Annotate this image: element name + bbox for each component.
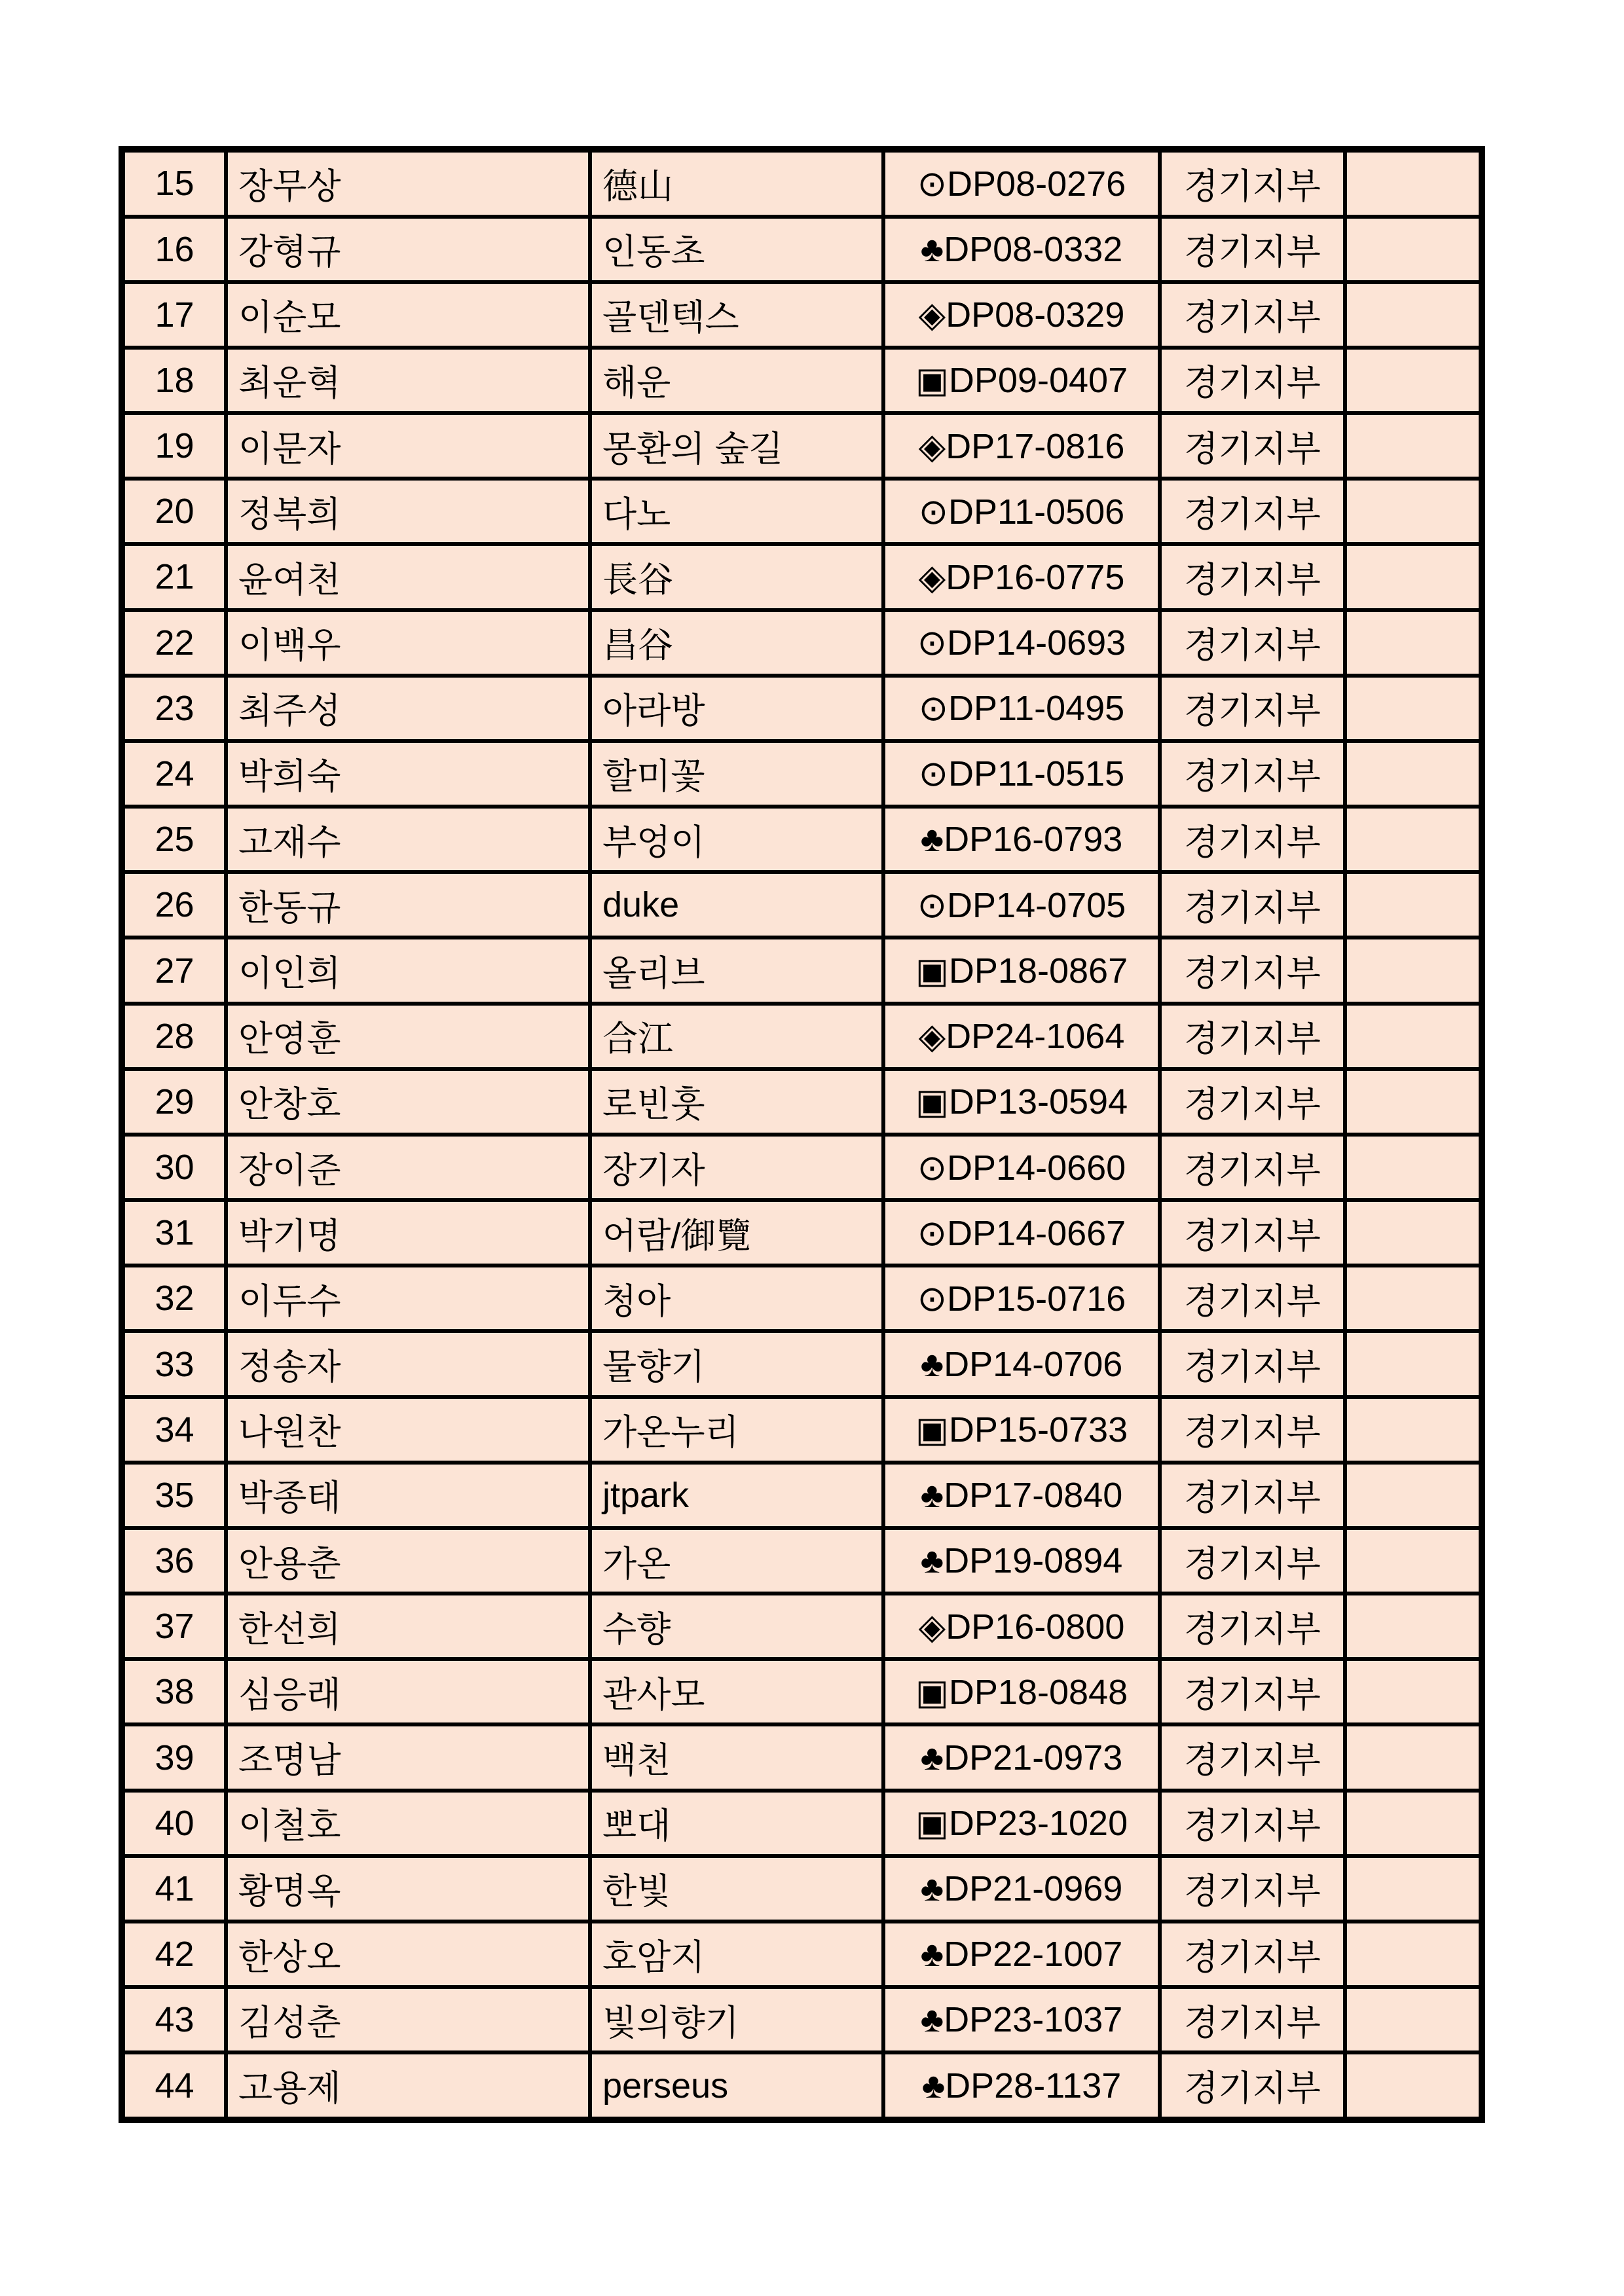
member-name-cell: 이백우 xyxy=(226,610,590,676)
branch-cell: 경기지부 xyxy=(1160,282,1345,348)
branch-cell: 경기지부 xyxy=(1160,741,1345,807)
member-code-cell xyxy=(883,872,1160,938)
member-code-cell xyxy=(883,1463,1160,1528)
grade-symbol-icon: ♣ xyxy=(920,2000,944,2040)
pen-name-cell: perseus xyxy=(590,2052,883,2120)
member-code: DP16-0800 xyxy=(946,1607,1125,1647)
member-code: DP08-0329 xyxy=(946,295,1125,335)
empty-cell xyxy=(1345,149,1482,217)
empty-cell xyxy=(1345,610,1482,676)
branch-cell: 경기지부 xyxy=(1160,1135,1345,1200)
member-code-cell xyxy=(883,1594,1160,1659)
empty-cell xyxy=(1345,1397,1482,1463)
member-name-cell: 이철호 xyxy=(226,1791,590,1856)
member-name-cell: 안용춘 xyxy=(226,1528,590,1594)
pen-name-cell: 백천 xyxy=(590,1724,883,1790)
branch-cell: 경기지부 xyxy=(1160,938,1345,1003)
pen-name-cell: 빛의향기 xyxy=(590,1987,883,2052)
branch-cell: 경기지부 xyxy=(1160,1004,1345,1069)
member-code: DP08-0332 xyxy=(944,229,1123,269)
row-number-cell: 28 xyxy=(122,1004,226,1069)
branch-cell: 경기지부 xyxy=(1160,1856,1345,1922)
member-code: DP28-1137 xyxy=(945,2066,1122,2105)
empty-cell xyxy=(1345,413,1482,479)
pen-name-cell: 가온누리 xyxy=(590,1397,883,1463)
member-code: DP21-0969 xyxy=(944,1868,1123,1908)
member-code-cell xyxy=(883,1791,1160,1856)
row-number-cell: 39 xyxy=(122,1724,226,1790)
row-number-cell: 23 xyxy=(122,676,226,741)
member-code: DP14-0706 xyxy=(944,1344,1123,1384)
member-code: DP18-0848 xyxy=(948,1672,1128,1712)
branch-cell: 경기지부 xyxy=(1160,1594,1345,1659)
member-code-cell xyxy=(883,1266,1160,1331)
table-row xyxy=(122,1791,1482,1856)
empty-cell xyxy=(1345,1724,1482,1790)
member-code: DP24-1064 xyxy=(946,1017,1125,1057)
row-number-cell: 22 xyxy=(122,610,226,676)
empty-cell xyxy=(1345,2052,1482,2120)
grade-symbol-icon: ⊙ xyxy=(918,689,949,729)
pen-name-cell: 한빛 xyxy=(590,1856,883,1922)
pen-name-cell: 長谷 xyxy=(590,544,883,610)
pen-name-cell: duke xyxy=(590,872,883,938)
table-row xyxy=(122,1135,1482,1200)
pen-name-cell: 할미꽃 xyxy=(590,741,883,807)
member-code-cell xyxy=(883,1200,1160,1266)
empty-cell xyxy=(1345,1659,1482,1724)
member-roster-table xyxy=(119,146,1485,2123)
row-number-cell: 40 xyxy=(122,1791,226,1856)
member-code-cell xyxy=(883,2052,1160,2120)
empty-cell xyxy=(1345,807,1482,872)
row-number-cell: 18 xyxy=(122,348,226,413)
pen-name-cell: 호암지 xyxy=(590,1922,883,1987)
row-number-cell: 21 xyxy=(122,544,226,610)
member-code: DP16-0793 xyxy=(944,820,1123,860)
pen-name-cell: 청아 xyxy=(590,1266,883,1331)
row-number-cell: 17 xyxy=(122,282,226,348)
member-code: DP14-0705 xyxy=(947,885,1126,925)
member-name-cell: 최주성 xyxy=(226,676,590,741)
row-number-cell: 32 xyxy=(122,1266,226,1331)
member-name-cell: 한선희 xyxy=(226,1594,590,1659)
row-number-cell: 37 xyxy=(122,1594,226,1659)
table-row xyxy=(122,872,1482,938)
member-code-cell xyxy=(883,479,1160,544)
branch-cell: 경기지부 xyxy=(1160,872,1345,938)
branch-cell: 경기지부 xyxy=(1160,1922,1345,1987)
member-code: DP14-0693 xyxy=(947,623,1126,663)
empty-cell xyxy=(1345,479,1482,544)
grade-symbol-icon: ♣ xyxy=(920,1738,944,1777)
member-code-cell xyxy=(883,938,1160,1003)
table-row xyxy=(122,1331,1482,1396)
empty-cell xyxy=(1345,1004,1482,1069)
pen-name-cell: 가온 xyxy=(590,1528,883,1594)
member-name-cell: 조명남 xyxy=(226,1724,590,1790)
table-row xyxy=(122,479,1482,544)
branch-cell: 경기지부 xyxy=(1160,1331,1345,1396)
pen-name-cell: 올리브 xyxy=(590,938,883,1003)
member-code: DP13-0594 xyxy=(948,1082,1128,1122)
grade-symbol-icon: ⊙ xyxy=(917,1279,948,1319)
row-number-cell: 30 xyxy=(122,1135,226,1200)
empty-cell xyxy=(1345,938,1482,1003)
pen-name-cell: 수향 xyxy=(590,1594,883,1659)
table-row xyxy=(122,1200,1482,1266)
member-name-cell: 정송자 xyxy=(226,1331,590,1396)
row-number-cell: 38 xyxy=(122,1659,226,1724)
pen-name-cell: 어람/御覽 xyxy=(590,1200,883,1266)
member-code: DP14-0660 xyxy=(947,1148,1126,1188)
branch-cell: 경기지부 xyxy=(1160,544,1345,610)
empty-cell xyxy=(1345,872,1482,938)
member-code-cell xyxy=(883,1135,1160,1200)
member-code: DP19-0894 xyxy=(944,1541,1123,1581)
empty-cell xyxy=(1345,1922,1482,1987)
member-name-cell: 최운혁 xyxy=(226,348,590,413)
grade-symbol-icon: ♣ xyxy=(920,1344,944,1384)
member-code-cell xyxy=(883,1528,1160,1594)
grade-symbol-icon: ♣ xyxy=(921,2066,946,2105)
table-row xyxy=(122,544,1482,610)
empty-cell xyxy=(1345,1069,1482,1135)
table-row xyxy=(122,610,1482,676)
branch-cell: 경기지부 xyxy=(1160,1463,1345,1528)
row-number-cell: 42 xyxy=(122,1922,226,1987)
grade-symbol-icon: ⊙ xyxy=(918,492,949,532)
row-number-cell: 25 xyxy=(122,807,226,872)
grade-symbol-icon: ♣ xyxy=(920,229,944,269)
table-row xyxy=(122,1528,1482,1594)
table-row xyxy=(122,2052,1482,2120)
member-name-cell: 고재수 xyxy=(226,807,590,872)
member-name-cell: 나원찬 xyxy=(226,1397,590,1463)
member-name-cell: 정복희 xyxy=(226,479,590,544)
member-code-cell xyxy=(883,1397,1160,1463)
member-code-cell xyxy=(883,1987,1160,2052)
member-code-cell xyxy=(883,282,1160,348)
table-row xyxy=(122,1397,1482,1463)
row-number-cell: 44 xyxy=(122,2052,226,2120)
pen-name-cell: 장기자 xyxy=(590,1135,883,1200)
member-name-cell: 이순모 xyxy=(226,282,590,348)
row-number-cell: 27 xyxy=(122,938,226,1003)
pen-name-cell: 골덴텍스 xyxy=(590,282,883,348)
member-code-cell xyxy=(883,149,1160,217)
branch-cell: 경기지부 xyxy=(1160,1266,1345,1331)
table-row xyxy=(122,1266,1482,1331)
empty-cell xyxy=(1345,676,1482,741)
member-code: DP09-0407 xyxy=(948,361,1128,401)
row-number-cell: 43 xyxy=(122,1987,226,2052)
empty-cell xyxy=(1345,1987,1482,2052)
grade-symbol-icon: ▣ xyxy=(915,1410,949,1450)
branch-cell: 경기지부 xyxy=(1160,1528,1345,1594)
row-number-cell: 26 xyxy=(122,872,226,938)
grade-symbol-icon: ♣ xyxy=(920,1475,944,1515)
empty-cell xyxy=(1345,1856,1482,1922)
member-name-cell: 장이준 xyxy=(226,1135,590,1200)
member-code-cell xyxy=(883,1069,1160,1135)
table-row xyxy=(122,1987,1482,2052)
member-name-cell: 박희숙 xyxy=(226,741,590,807)
member-name-cell: 안영훈 xyxy=(226,1004,590,1069)
table-row xyxy=(122,741,1482,807)
member-code: DP16-0775 xyxy=(946,557,1125,597)
member-code: DP08-0276 xyxy=(947,164,1126,204)
member-code-cell xyxy=(883,544,1160,610)
member-name-cell: 한동규 xyxy=(226,872,590,938)
member-code-cell xyxy=(883,610,1160,676)
member-name-cell: 안창호 xyxy=(226,1069,590,1135)
member-code: DP17-0840 xyxy=(944,1475,1123,1515)
row-number-cell: 20 xyxy=(122,479,226,544)
empty-cell xyxy=(1345,348,1482,413)
grade-symbol-icon: ◈ xyxy=(918,1607,946,1647)
pen-name-cell: 인동초 xyxy=(590,217,883,282)
pen-name-cell: 물향기 xyxy=(590,1331,883,1396)
member-code-cell xyxy=(883,348,1160,413)
member-code: DP11-0515 xyxy=(948,754,1125,794)
member-code-cell xyxy=(883,1004,1160,1069)
table-row xyxy=(122,149,1482,217)
member-code-cell xyxy=(883,413,1160,479)
grade-symbol-icon: ⊙ xyxy=(917,164,948,204)
empty-cell xyxy=(1345,544,1482,610)
table-row xyxy=(122,1724,1482,1790)
grade-symbol-icon: ▣ xyxy=(915,951,949,991)
grade-symbol-icon: ▣ xyxy=(915,1804,949,1844)
member-code: DP15-0716 xyxy=(947,1279,1126,1319)
table-row xyxy=(122,1004,1482,1069)
empty-cell xyxy=(1345,1266,1482,1331)
branch-cell: 경기지부 xyxy=(1160,149,1345,217)
grade-symbol-icon: ⊙ xyxy=(917,885,948,925)
member-name-cell: 이두수 xyxy=(226,1266,590,1331)
member-code: DP15-0733 xyxy=(948,1410,1128,1450)
pen-name-cell: 뽀대 xyxy=(590,1791,883,1856)
grade-symbol-icon: ⊙ xyxy=(917,623,948,663)
member-name-cell: 장무상 xyxy=(226,149,590,217)
pen-name-cell: 로빈훗 xyxy=(590,1069,883,1135)
table-row xyxy=(122,807,1482,872)
empty-cell xyxy=(1345,1200,1482,1266)
branch-cell: 경기지부 xyxy=(1160,348,1345,413)
row-number-cell: 15 xyxy=(122,149,226,217)
table-row xyxy=(122,1856,1482,1922)
row-number-cell: 41 xyxy=(122,1856,226,1922)
grade-symbol-icon: ◈ xyxy=(918,426,946,466)
member-name-cell: 김성춘 xyxy=(226,1987,590,2052)
grade-symbol-icon: ♣ xyxy=(920,1541,944,1581)
member-code: DP14-0667 xyxy=(947,1213,1126,1253)
branch-cell: 경기지부 xyxy=(1160,479,1345,544)
pen-name-cell: 德山 xyxy=(590,149,883,217)
branch-cell: 경기지부 xyxy=(1160,1200,1345,1266)
grade-symbol-icon: ♣ xyxy=(920,1868,944,1908)
branch-cell: 경기지부 xyxy=(1160,413,1345,479)
member-code: DP11-0495 xyxy=(948,689,1125,729)
branch-cell: 경기지부 xyxy=(1160,807,1345,872)
pen-name-cell: 몽환의 숲길 xyxy=(590,413,883,479)
branch-cell: 경기지부 xyxy=(1160,217,1345,282)
member-code-cell xyxy=(883,676,1160,741)
member-name-cell: 한상오 xyxy=(226,1922,590,1987)
pen-name-cell: 다노 xyxy=(590,479,883,544)
grade-symbol-icon: ♣ xyxy=(920,1935,944,1975)
row-number-cell: 24 xyxy=(122,741,226,807)
grade-symbol-icon: ♣ xyxy=(920,820,944,860)
empty-cell xyxy=(1345,217,1482,282)
member-code: DP18-0867 xyxy=(948,951,1128,991)
grade-symbol-icon: ⊙ xyxy=(917,1148,948,1188)
empty-cell xyxy=(1345,1594,1482,1659)
member-code-cell xyxy=(883,1856,1160,1922)
pen-name-cell: 해운 xyxy=(590,348,883,413)
member-name-cell: 박종태 xyxy=(226,1463,590,1528)
table-row xyxy=(122,1069,1482,1135)
row-number-cell: 35 xyxy=(122,1463,226,1528)
table-row xyxy=(122,1594,1482,1659)
empty-cell xyxy=(1345,1528,1482,1594)
member-code: DP21-0973 xyxy=(944,1738,1123,1777)
grade-symbol-icon: ▣ xyxy=(915,1082,949,1122)
member-code-cell xyxy=(883,1331,1160,1396)
grade-symbol-icon: ⊙ xyxy=(917,1213,948,1253)
pen-name-cell: 昌谷 xyxy=(590,610,883,676)
branch-cell: 경기지부 xyxy=(1160,1069,1345,1135)
table-row xyxy=(122,1659,1482,1724)
member-code-cell xyxy=(883,741,1160,807)
grade-symbol-icon: ⊙ xyxy=(918,754,949,794)
branch-cell: 경기지부 xyxy=(1160,676,1345,741)
member-name-cell: 윤여천 xyxy=(226,544,590,610)
table-row xyxy=(122,1922,1482,1987)
member-name-cell: 고용제 xyxy=(226,2052,590,2120)
member-code: DP17-0816 xyxy=(946,426,1125,466)
pen-name-cell: 合江 xyxy=(590,1004,883,1069)
roster-body xyxy=(122,149,1482,2120)
empty-cell xyxy=(1345,282,1482,348)
member-code: DP23-1037 xyxy=(944,2000,1123,2040)
branch-cell: 경기지부 xyxy=(1160,1659,1345,1724)
member-code-cell xyxy=(883,807,1160,872)
empty-cell xyxy=(1345,741,1482,807)
pen-name-cell: 아라방 xyxy=(590,676,883,741)
member-code-cell xyxy=(883,217,1160,282)
row-number-cell: 36 xyxy=(122,1528,226,1594)
row-number-cell: 34 xyxy=(122,1397,226,1463)
row-number-cell: 29 xyxy=(122,1069,226,1135)
empty-cell xyxy=(1345,1331,1482,1396)
member-code: DP22-1007 xyxy=(944,1935,1123,1975)
grade-symbol-icon: ▣ xyxy=(915,1672,949,1712)
grade-symbol-icon: ▣ xyxy=(915,361,949,401)
table-row xyxy=(122,282,1482,348)
branch-cell: 경기지부 xyxy=(1160,2052,1345,2120)
member-name-cell: 강형규 xyxy=(226,217,590,282)
table-row xyxy=(122,1463,1482,1528)
table-row xyxy=(122,348,1482,413)
member-code: DP11-0506 xyxy=(948,492,1125,532)
member-code-cell xyxy=(883,1659,1160,1724)
empty-cell xyxy=(1345,1463,1482,1528)
table-row xyxy=(122,676,1482,741)
table-row xyxy=(122,413,1482,479)
member-name-cell: 이인희 xyxy=(226,938,590,1003)
grade-symbol-icon: ◈ xyxy=(918,1017,946,1057)
member-name-cell: 황명옥 xyxy=(226,1856,590,1922)
branch-cell: 경기지부 xyxy=(1160,1724,1345,1790)
pen-name-cell: jtpark xyxy=(590,1463,883,1528)
branch-cell: 경기지부 xyxy=(1160,1397,1345,1463)
empty-cell xyxy=(1345,1791,1482,1856)
row-number-cell: 31 xyxy=(122,1200,226,1266)
branch-cell: 경기지부 xyxy=(1160,1791,1345,1856)
branch-cell: 경기지부 xyxy=(1160,610,1345,676)
row-number-cell: 33 xyxy=(122,1331,226,1396)
member-name-cell: 박기명 xyxy=(226,1200,590,1266)
grade-symbol-icon: ◈ xyxy=(918,557,946,597)
table-row xyxy=(122,938,1482,1003)
pen-name-cell: 부엉이 xyxy=(590,807,883,872)
member-name-cell: 이문자 xyxy=(226,413,590,479)
member-code-cell xyxy=(883,1922,1160,1987)
member-code: DP23-1020 xyxy=(948,1804,1128,1844)
member-name-cell: 심응래 xyxy=(226,1659,590,1724)
row-number-cell: 16 xyxy=(122,217,226,282)
grade-symbol-icon: ◈ xyxy=(918,295,946,335)
pen-name-cell: 관사모 xyxy=(590,1659,883,1724)
table-row xyxy=(122,217,1482,282)
branch-cell: 경기지부 xyxy=(1160,1987,1345,2052)
empty-cell xyxy=(1345,1135,1482,1200)
row-number-cell: 19 xyxy=(122,413,226,479)
member-code-cell xyxy=(883,1724,1160,1790)
